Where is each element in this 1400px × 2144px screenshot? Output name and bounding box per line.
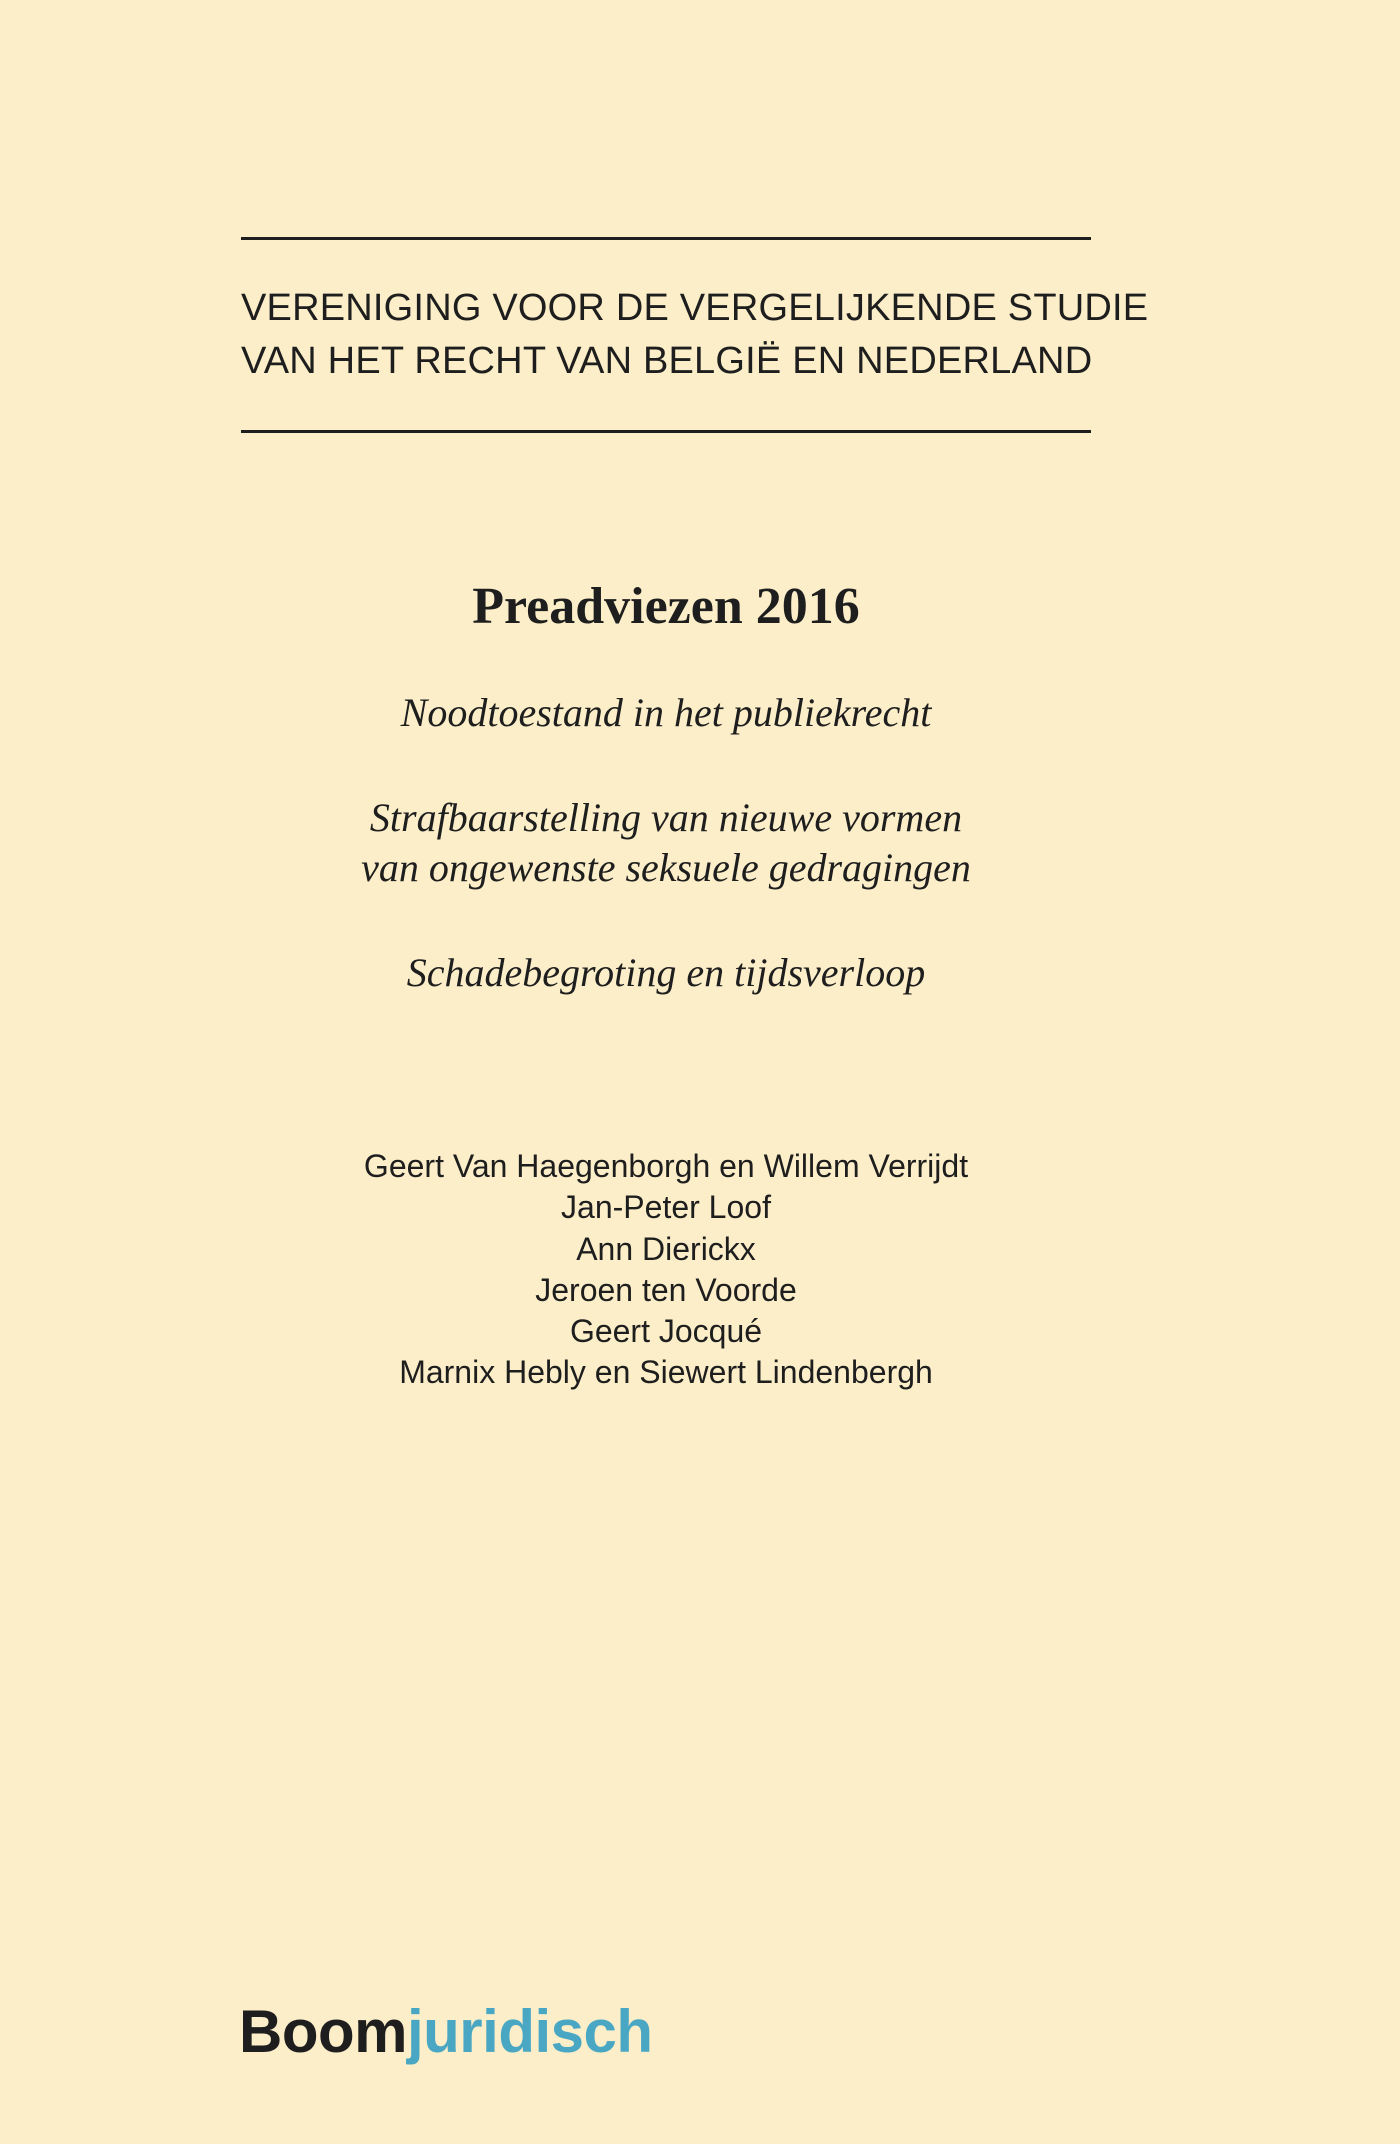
topic-2 xyxy=(241,793,1091,893)
publisher-logo-boom: Boom xyxy=(239,1998,407,2065)
publisher-logo-juridisch: juridisch xyxy=(406,1998,653,2065)
society-name-line-1: VERENIGING VOOR DE VERGELIJKENDE STUDIE xyxy=(241,287,1149,329)
author-line: Jan-Peter Loof xyxy=(561,1189,771,1226)
topic-3-text: Schadebegroting en tijdsverloop xyxy=(406,950,926,995)
authors-list xyxy=(241,1146,1091,1394)
topic-1 xyxy=(241,688,1091,738)
author-line: Geert Van Haegenborgh en Willem Verrijdt xyxy=(363,1148,969,1184)
topics-list xyxy=(241,688,1091,998)
bottom-rule xyxy=(241,430,1091,433)
publisher-logo xyxy=(239,1996,653,2068)
top-rule xyxy=(241,237,1091,240)
society-name xyxy=(241,282,1149,388)
author-line: Ann Dierickx xyxy=(576,1230,756,1267)
author-line: Marnix Hebly en Siewert Lindenbergh xyxy=(399,1354,933,1391)
society-name-line-2: VAN HET RECHT VAN BELGIË EN NEDERLAND xyxy=(241,340,1093,382)
topic-3 xyxy=(241,948,1091,998)
author-line: Jeroen ten Voorde xyxy=(535,1271,797,1308)
author-line: Geert Jocqué xyxy=(569,1313,763,1350)
topic-1-text: Noodtoestand in het publiekrecht xyxy=(400,690,932,735)
book-title: Preadviezen 2016 xyxy=(472,578,860,635)
topic-2-line-2: van ongewenste seksuele gedragingen xyxy=(361,845,971,890)
topic-2-line-1: Strafbaarstelling van nieuwe vormen xyxy=(369,795,963,840)
